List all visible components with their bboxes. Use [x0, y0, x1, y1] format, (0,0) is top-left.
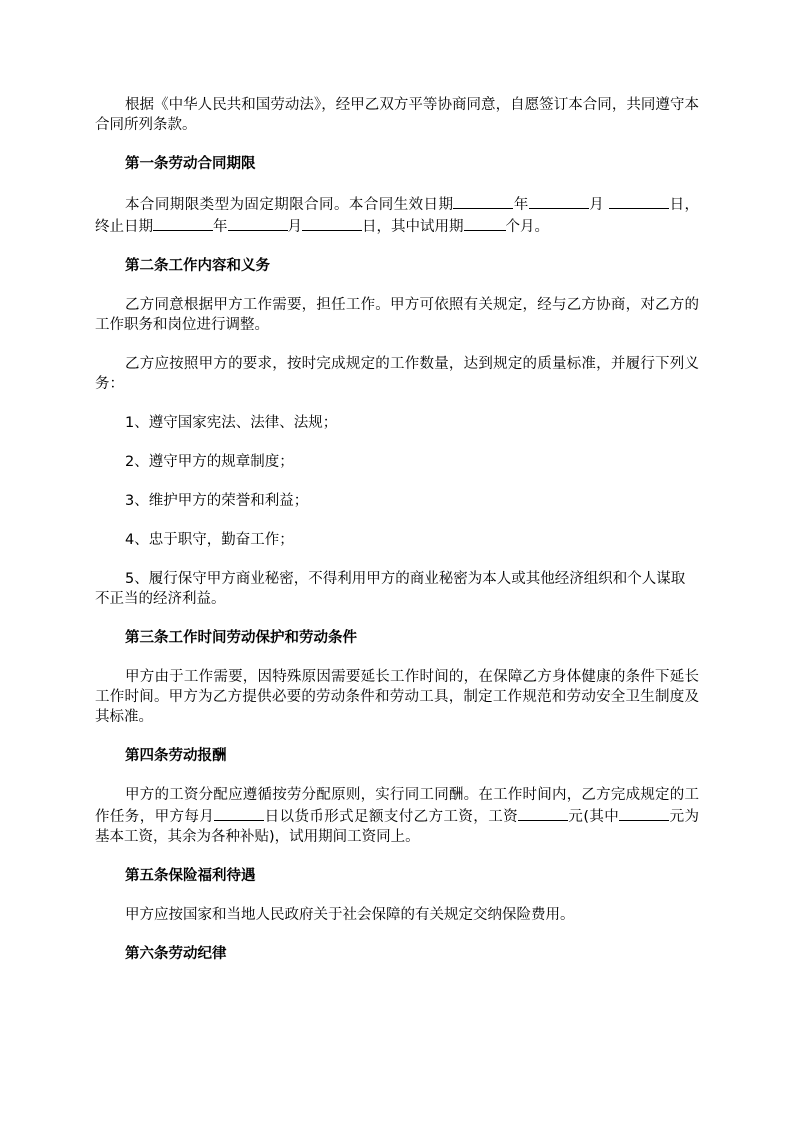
contract-page — [95, 95, 699, 983]
article1-paragraph — [95, 193, 699, 237]
article3-title: 第三条工作时间劳动保护和劳动条件 — [125, 630, 357, 646]
article5-paragraph: 甲方应按国家和当地人民政府关于社会保障的有关规定交纳保险费用。 — [125, 907, 575, 923]
obligation-item-1: 1、遵守国家宪法、法律、法规； — [125, 415, 338, 431]
start-day-blank — [609, 193, 669, 209]
article2-paragraph-2: 乙方应按照甲方的要求，按时完成规定的工作数量，达到规定的质量标准，并履行下列义务： — [95, 356, 699, 392]
article1-text-a: 本合同期限类型为固定期限合同。本合同生效日期 — [125, 197, 454, 213]
start-year-blank — [453, 193, 513, 209]
obligation-item-3: 3、维护甲方的荣誉和利益； — [125, 493, 309, 509]
start-month-blank — [529, 193, 589, 209]
article4-title: 第四条劳动报酬 — [125, 748, 227, 764]
article4-text-b: 日以货币形式足额支付乙方工资，工资 — [264, 809, 519, 825]
end-day-blank — [302, 215, 362, 231]
end-year-blank — [153, 215, 213, 231]
year-label-1: 年 — [513, 197, 529, 213]
month-label-1: 月 — [588, 197, 605, 213]
article2-title: 第二条工作内容和义务 — [125, 258, 270, 274]
obligation-item-4: 4、忠于职守，勤奋工作； — [125, 532, 294, 548]
obligation-item-2: 2、遵守甲方的规章制度； — [125, 454, 294, 470]
article6-title: 第六条劳动纪律 — [125, 946, 227, 962]
article2-paragraph-1: 乙方同意根据甲方工作需要，担任工作。甲方可依照有关规定，经与乙方协商，对乙方的工作职务和岗位进行调整。 — [95, 297, 699, 333]
end-month-blank — [228, 215, 288, 231]
month-label-2: 月 — [287, 219, 302, 235]
months-label: 个月。 — [505, 219, 549, 235]
year-label-2: 年 — [213, 219, 228, 235]
article5-title: 第五条保险福利待遇 — [125, 868, 256, 884]
day-label-2: 日，其中试用期 — [362, 219, 464, 235]
obligation-item-5: 5、履行保守甲方商业秘密，不得利用甲方的商业秘密为本人或其他经济组织和个人谋取不正当的经济利益。 — [95, 571, 686, 607]
base-salary-blank — [619, 805, 669, 821]
intro-paragraph: 根据《中华人民共和国劳动法》，经甲乙双方平等协商同意，自愿签订本合同，共同遵守本合同所列条款。 — [95, 97, 699, 133]
salary-blank — [518, 805, 568, 821]
article4-text-c: 元(其中 — [568, 809, 620, 825]
probation-months-blank — [464, 215, 506, 231]
day-label-1: 日，终止日期 — [95, 197, 700, 235]
article4-text-a: 甲方的工资分配应遵循按劳分配原则，实行同工同酬。在工作时间内，乙方完成规定的工作任务，甲方每月 — [95, 787, 699, 825]
pay-day-blank — [214, 805, 264, 821]
article4-paragraph — [95, 785, 699, 847]
article4-text-d: 元为基本工资，其余为各种补贴)，试用期间工资同上。 — [95, 809, 700, 845]
article1-title: 第一条劳动合同期限 — [125, 156, 256, 172]
article3-paragraph: 甲方由于工作需要，因特殊原因需要延长工作时间的，在保障乙方身体健康的条件下延长工作时间。甲方为乙方提供必要的劳动条件和劳动工具，制定工作规范和劳动安全卫生制度及其标准。 — [95, 669, 699, 725]
